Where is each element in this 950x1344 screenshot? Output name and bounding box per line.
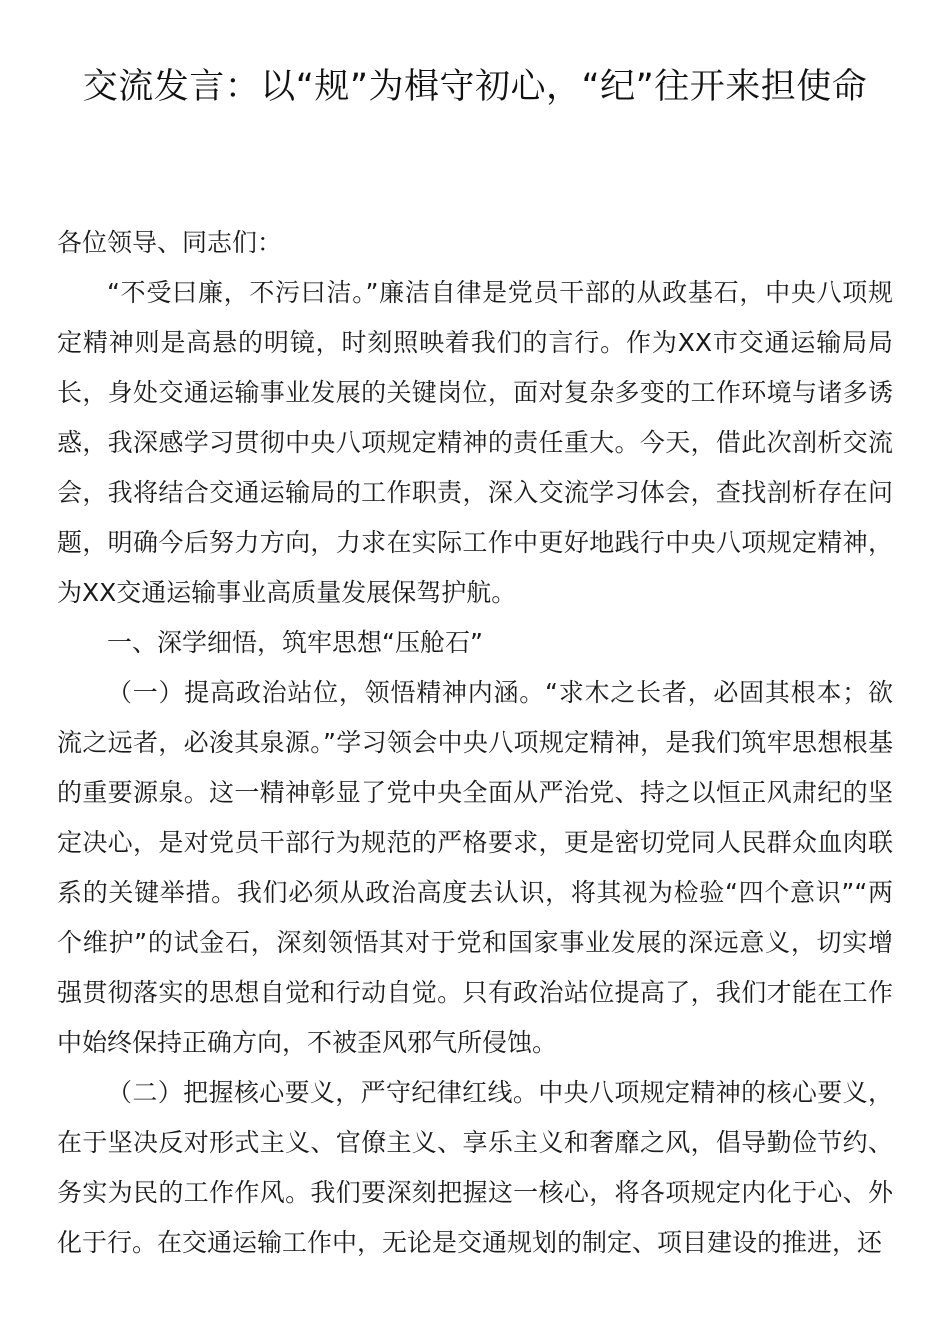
document-title: 交流发言：以“规”为楫守初心，“纪”往开来担使命 — [82, 67, 868, 107]
paragraph-intro: “不受曰廉，不污曰洁。”廉洁自律是党员干部的从政基石，中央八项规定精神则是高悬的明镜，时刻照映着我们的言行。作为XX市交通运输局局长，身处交通运输事业发展的关键岗位，面对复杂多变的工作环境与诸多诱惑，我深感学习贯彻中央八项规定精神的责任重大。今天，借此次剖析交流会，我将结合交通运输局的工作职责，深入交流学习体会，查找剖析存在问题，明确今后努力方向，力求在实际工作中更好地践行中央八项规定精神，为XX交通运输事业高质量发展保驾护航。 — [57, 278, 893, 607]
document-body — [57, 218, 893, 1268]
section-heading-1: 一、深学细悟，筑牢思想“压舱石” — [107, 628, 483, 657]
salutation: 各位领导、同志们： — [57, 228, 283, 257]
paragraph-subsection-2: （二）把握核心要义，严守纪律红线。中央八项规定精神的核心要义，在于坚决反对形式主义、官僚主义、享乐主义和奢靡之风，倡导勤俭节约、务实为民的工作作风。我们要深刻把握这一核心，将各项规定内化于心、外化于行。在交通运输工作中，无论是交通规划的制定、项目建设的推进，还 — [57, 1078, 893, 1257]
paragraph-subsection-1: （一）提高政治站位，领悟精神内涵。“求木之长者，必固其根本；欲流之远者，必浚其泉源。”学习领会中央八项规定精神，是我们筑牢思想根基的重要源泉。这一精神彰显了党中央全面从严治党、持之以恒正风肃纪的坚定决心，是对党员干部行为规范的严格要求，更是密切党同人民群众血肉联系的关键举措。我们必须从政治高度去认识，将其视为检验“四个意识”“两个维护”的试金石，深刻领悟其对于党和国家事业发展的深远意义，切实增强贯彻落实的思想自觉和行动自觉。只有政治站位提高了，我们才能在工作中始终保持正确方向，不被歪风邪气所侵蚀。 — [57, 678, 893, 1057]
